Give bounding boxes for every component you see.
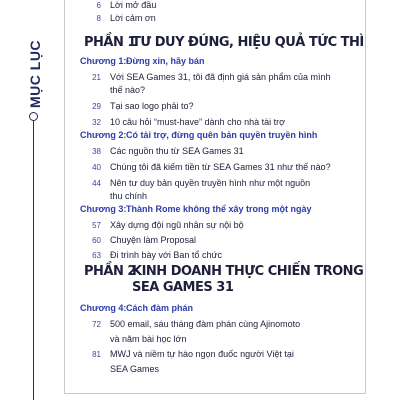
page-number: 21: [92, 73, 101, 82]
chapter-label: Chương 4:: [80, 303, 127, 313]
part-title: TƯ DUY ĐÚNG, HIỆU QUẢ TỨC THÌ: [132, 35, 364, 50]
chapter-label: Chương 2:: [80, 130, 127, 140]
toc-entry[interactable]: [0, 318, 400, 332]
chapter-title: Cách đàm phán: [126, 303, 194, 313]
page-number: 38: [92, 147, 101, 156]
entry-title: thu chính: [110, 191, 148, 201]
toc-side-label: MỤC LỤC: [27, 39, 43, 108]
entry-title: Nên tư duy bản quyền truyền hình như một nguồn: [110, 178, 311, 188]
toc-entry[interactable]: [0, 100, 400, 114]
chapter-heading[interactable]: [0, 55, 400, 69]
toc-entry[interactable]: [0, 234, 400, 248]
entry-title: Xây dựng đội ngũ nhân sự nội bộ: [110, 220, 244, 230]
toc-entry[interactable]: [0, 249, 400, 263]
toc-entry[interactable]: [0, 12, 400, 26]
chapter-title: Có tài trợ, đừng quên bản quyền truyền hình: [126, 130, 318, 140]
toc-entry-continuation: [0, 333, 400, 347]
entry-title: Đi trình bày với Ban tổ chức: [110, 250, 222, 260]
entry-title: thế nào?: [110, 85, 146, 95]
entry-title: MWJ và niềm tự hào ngọn đuốc người Việt tại: [110, 349, 294, 359]
entry-title: 500 email, sáu tháng đàm phán cùng Ajinomoto: [110, 319, 301, 329]
toc-entry[interactable]: [0, 116, 400, 130]
page-number: 29: [92, 102, 101, 111]
toc-entry-continuation: [0, 190, 400, 204]
chapter-label: Chương 1:: [80, 56, 127, 66]
entry-title: 10 câu hỏi “must-have” dành cho nhà tài trợ: [110, 117, 285, 127]
chapter-title: Thành Rome không thể xây trong một ngày: [126, 204, 312, 214]
page-number: 72: [92, 320, 101, 329]
entry-title: và năm bài học lớn: [110, 334, 187, 344]
chapter-title: Đừng xin, hãy bán: [126, 56, 205, 66]
entry-title: Với SEA Games 31, tôi đã định giá sản phẩm của mình: [110, 72, 331, 82]
entry-title: Lời cảm ơn: [110, 13, 156, 23]
part-title: KINH DOANH THỰC CHIẾN TRONG: [132, 264, 364, 279]
page-number: 40: [92, 163, 101, 172]
toc-entry-continuation: [0, 363, 400, 377]
part-label: PHẦN 2: [84, 264, 136, 279]
part-title-line-2: SEA GAMES 31: [132, 280, 234, 295]
part-label: PHẦN 1: [84, 35, 136, 50]
page-number: 44: [92, 179, 101, 188]
entry-title: Lời mở đầu: [110, 0, 157, 10]
toc-entry[interactable]: [0, 177, 400, 191]
page-number: 60: [92, 236, 101, 245]
entry-title: Các nguồn thu từ SEA Games 31: [110, 146, 244, 156]
entry-title: Chúng tôi đã kiếm tiền từ SEA Games 31 như thế nào?: [110, 162, 331, 172]
page-number: 57: [92, 221, 101, 230]
page-number: 63: [92, 251, 101, 260]
toc-entry[interactable]: [0, 71, 400, 85]
chapter-heading[interactable]: [0, 203, 400, 217]
toc-entry[interactable]: [0, 161, 400, 175]
entry-title: Tại sao logo phải to?: [110, 101, 194, 111]
chapter-heading[interactable]: [0, 129, 400, 143]
chapter-heading[interactable]: [0, 302, 400, 316]
page-number: 32: [92, 118, 101, 127]
chapter-label: Chương 3:: [80, 204, 127, 214]
page-number: 6: [96, 1, 101, 10]
page-number: 81: [92, 350, 101, 359]
toc-entry[interactable]: [0, 145, 400, 159]
page-number: 8: [96, 14, 101, 23]
toc-entry[interactable]: [0, 219, 400, 233]
toc-entry-continuation: [0, 84, 400, 98]
toc-entry[interactable]: [0, 348, 400, 362]
entry-title: SEA Games: [110, 364, 160, 374]
entry-title: Chuyện làm Proposal: [110, 235, 197, 245]
